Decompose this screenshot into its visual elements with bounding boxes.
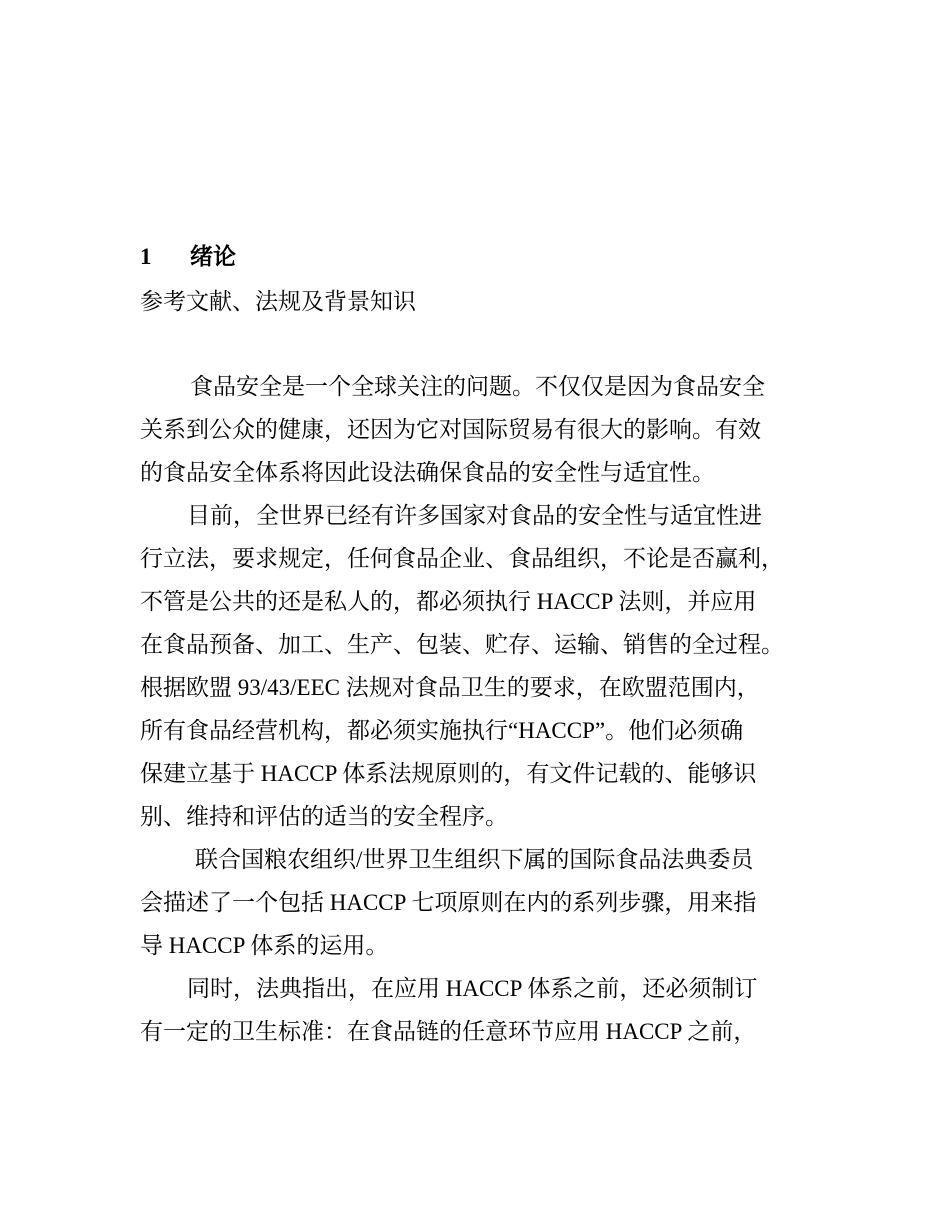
paragraph-line: 有一定的卫生标准：在食品链的任意环节应用 HACCP 之前， xyxy=(140,1019,757,1044)
paragraph-line: 目前，全世界已经有许多国家对食品的安全性与适宜性进 xyxy=(187,503,762,528)
section-heading xyxy=(140,240,236,274)
paragraph-line: 根据欧盟 93/43/EEC 法规对食品卫生的要求，在欧盟范围内， xyxy=(140,675,760,700)
paragraph-line: 关系到公众的健康，还因为它对国际贸易有很大的影响。有效 xyxy=(140,417,761,442)
paragraph-line: 所有食品经营机构，都必须实施执行“HACCP”。他们必须确 xyxy=(140,718,744,743)
paragraph-line: 在食品预备、加工、生产、包装、贮存、运输、销售的全过程。 xyxy=(140,632,784,657)
section-title: 绪论 xyxy=(190,244,236,269)
section-number: 1 xyxy=(140,244,152,269)
paragraph-line: 行立法，要求规定，任何食品企业、食品组织，不论是否赢利， xyxy=(140,546,784,571)
body-text xyxy=(140,368,820,1056)
paragraph-line: 食品安全是一个全球关注的问题。不仅仅是因为食品安全 xyxy=(190,374,765,399)
paragraph-line: 别、维持和评估的适当的安全程序。 xyxy=(140,804,508,829)
paragraph-line: 不管是公共的还是私人的，都必须执行 HACCP 法则，并应用 xyxy=(140,589,757,614)
paragraph-line: 会描述了一个包括 HACCP 七项原则在内的系列步骤，用来指 xyxy=(140,890,757,915)
section-subtitle: 参考文献、法规及背景知识 xyxy=(140,289,416,314)
paragraph-line: 的食品安全体系将因此设法确保食品的安全性与适宜性。 xyxy=(140,460,715,485)
paragraph-line: 导 HACCP 体系的运用。 xyxy=(140,933,389,958)
paragraph-line: 同时，法典指出，在应用 HACCP 体系之前，还必须制订 xyxy=(187,976,758,1001)
paragraph-line: 联合国粮农组织/世界卫生组织下属的国际食品法典委员 xyxy=(195,847,754,872)
paragraph-line: 保建立基于 HACCP 体系法规原则的，有文件记载的、能够识 xyxy=(140,761,757,786)
